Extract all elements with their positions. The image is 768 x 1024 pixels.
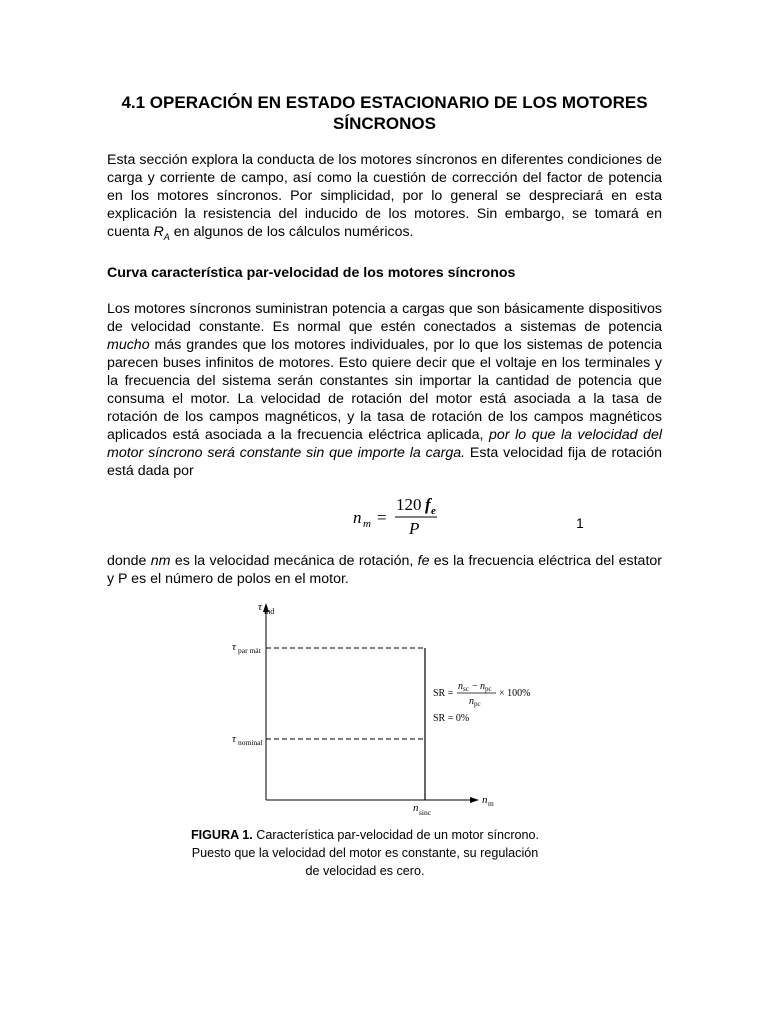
nominal-label: τ [232,733,236,745]
caption-line-1: Característica par-velocidad de un motor síncrono. [252,828,540,842]
intro-text-b: en algunos de los cálculos numéricos. [169,224,414,240]
sr-label: SR = [433,688,454,699]
y-label: τ [258,601,262,613]
nsinc-sub: sinc [419,808,432,817]
intro-paragraph [107,151,662,246]
sr-den-sub: pc [474,700,481,708]
sr-mult: × 100% [499,688,531,699]
body-text-c: Esta velocidad fija de rotación está dada por [107,444,662,479]
ra-main: R [153,224,164,240]
eq-num-var: f [425,494,431,514]
sr-den: n [469,696,474,707]
def-italic-nm: nm [150,552,171,569]
def-text-c: es la frecuencia eléctrica del estator y P es el número de polos en el motor. [107,552,662,587]
def-text-a: donde [107,552,151,569]
x-label: n [482,794,488,806]
page-title [107,92,662,134]
nsinc-label: n [413,802,419,814]
section-heading: Curva característica par-velocidad de los motores síncronos [107,264,516,281]
par-max-label: τ [232,641,236,653]
sr-zero: SR = 0% [433,713,470,724]
title-line-1: 4.1 OPERACIÓN EN ESTADO ESTACIONARIO DE LOS MOTORES [121,93,648,112]
eq-equals: = [377,507,387,527]
par-max-sub: par mát [238,646,261,655]
document-body [107,92,662,588]
nominal-sub: nominal [238,738,263,747]
body-italic-phrase: por lo que la velocidad del motor síncrono será constante sin que importe la carga. [107,426,662,461]
equation-svg [107,480,662,552]
sr-num-a-sub: sc [463,685,469,693]
eq-lhs-sub: m [363,517,371,530]
definitions-paragraph [107,552,662,588]
equation-block [107,480,662,552]
sr-num-b-sub: pc [485,685,492,693]
sr-num-a: n [458,681,463,692]
def-italic-fe: fe [417,552,430,569]
sr-num-minus: − [472,681,478,692]
def-text-b: es la velocidad mecánica de rotación, [170,552,418,569]
sr-num-b: n [480,681,485,692]
eq-num-sub: e [431,504,436,517]
eq-num-const: 120 [396,494,422,514]
body-italic-mucho: mucho [107,336,150,353]
body-paragraph [107,300,662,480]
ra-symbol [154,224,170,240]
x-axis-arrow [470,797,479,803]
body-text-a: Los motores síncronos suministran potencia a cargas que son básicamente dispositivos de velocidad constante. Es normal que estén conectados a sistemas de potencia [107,300,662,335]
y-label-sub: ind [264,607,275,616]
intro-text-a: Esta sección explora la conducta de los motores síncronos en diferentes condiciones de carga y corriente de campo, así como la cuestión de corrección del factor de potencia en los motores síncronos. Por simplicidad, por lo general se despreciará en esta explicación la resistencia del inducido de los motores. Sin embargo, se tomará en cuenta [107,152,662,240]
eq-den: P [409,518,420,538]
x-label-sub: m [488,799,494,808]
figure-caption [170,826,560,880]
caption-line-3: de velocidad es cero. [305,864,425,878]
caption-label: FIGURA 1. [190,828,253,842]
caption-line-2: Puesto que la velocidad del motor es constante, su regulación [191,846,539,860]
eq-lhs: n [353,507,362,527]
title-line-2: SÍNCRONOS [333,114,436,133]
body-text-b: más grandes que los motores individuales, por lo que los sistemas de potencia parecen buses infinitos de motores. Esto quiere decir que el voltaje en los terminales y la frecuencia del sistema serán constantes sin importar la cantidad de potencia que consuma el motor. La velocidad de rotación del motor está asociada a la tasa de rotación de los campos magnéticos, y la tasa de rotación de los campos magnéticos aplicados está asociada a la frecuencia eléctrica aplicada, [107,336,662,443]
ra-subscript: A [163,231,170,242]
torque-speed-figure [220,600,540,820]
eq-number: 1 [576,514,584,531]
